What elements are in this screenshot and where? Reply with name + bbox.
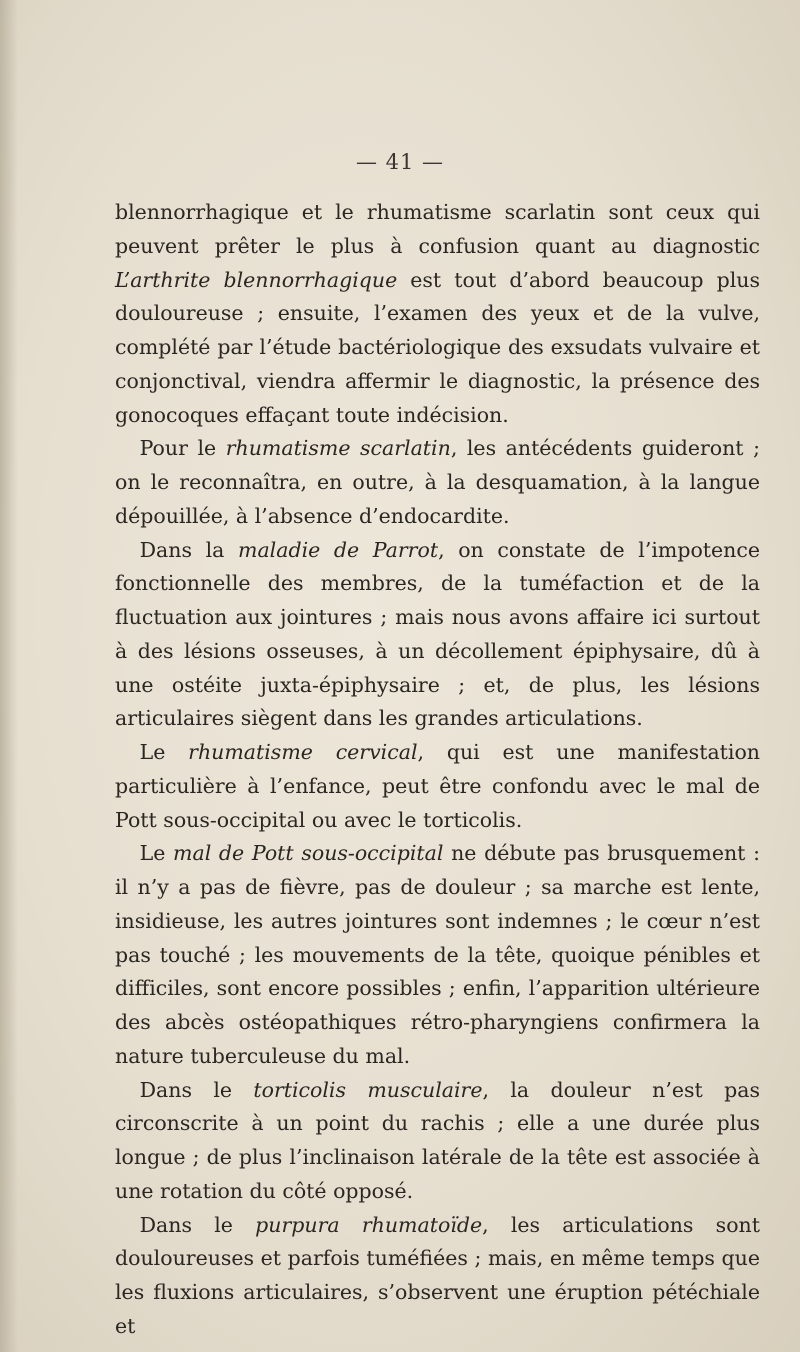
- text-run: , qui est une manifestation particulière à l’enfance, peut être confondu avec le mal de Pott sous-occipital ou avec le torticolis.: [115, 740, 761, 832]
- text-run: Le: [139, 740, 189, 764]
- body-text: [115, 196, 760, 1344]
- text-run: Dans le: [139, 1212, 256, 1237]
- text-run: , on constate de l’impotence fonctionnelle des membres, de la tuméfaction et de la fluctuation aux jointures ; mais nous avons affaire ici surtout à des lésions osseuses, à un décollement épiphysaire, dû à une ostéite juxta-épiphysaire ; et, de plus, les lésions articulaires siègent dans les grandes articulations.: [115, 537, 760, 731]
- paragraph: [115, 1074, 760, 1209]
- paragraph: [115, 432, 760, 533]
- paragraph: [115, 196, 760, 432]
- page-number: — 41 —: [355, 150, 445, 174]
- paragraph: [115, 837, 760, 1073]
- text-run: , les articulations sont douloureuses et parfois tuméfiées ; mais, en même temps que les fluxions articulaires, s’observent une éruption pétéchiale et: [115, 1212, 760, 1338]
- text-run: , la douleur n’est pas circonscrite à un point du rachis ; elle a une durée plus longue ; de plus l’inclinaison latérale de la tête est associée à une rotation du côté opposé.: [115, 1077, 760, 1203]
- text-run: Dans la: [139, 537, 239, 562]
- text-run: est tout d’abord beaucoup plus douloureuse ; ensuite, l’examen des yeux et de la vulve, complété par l’étude bactériologique des exsudats vulvaire et conjonctival, viendra affermir le diagnostic, la présence des gonocoques effaçant toute indécision.: [115, 267, 760, 427]
- italic-term: L’arthrite blennorrhagique: [115, 267, 398, 292]
- text-run: Pour le: [139, 436, 226, 461]
- paragraph: [115, 534, 760, 737]
- italic-term: mal de Pott sous-occipital: [173, 841, 444, 866]
- text-run: Dans le: [139, 1077, 254, 1102]
- text-run: ne débute pas brusquement : il n’y a pas de fièvre, pas de douleur ; sa marche est lente, insidieuse, les autres jointures sont indemnes ; le cœur n’est pas touché ; les mouvements de la tête, quoique pénibles et difficiles, sont encore possibles ; enfin, l’apparition ultérieure des abcès ostéopathiques rétro-pharyngiens confirmera la nature tuberculeuse du mal.: [115, 841, 760, 1068]
- text-run: blennorrhagique et le rhumatisme scarlatin sont ceux qui peuvent prêter le plus à confusion quant au diagnostic: [115, 200, 760, 258]
- italic-term: maladie de Parrot: [238, 537, 439, 562]
- italic-term: purpura rhumatoïde: [255, 1212, 483, 1237]
- paragraph: [115, 1209, 760, 1344]
- page-edge-shadow: [0, 0, 18, 1352]
- italic-term: rhumatisme scarlatin: [225, 436, 451, 461]
- text-run: Le: [139, 841, 174, 866]
- paragraph: [115, 736, 760, 837]
- italic-term: torticolis musculaire: [253, 1077, 483, 1102]
- italic-term: rhumatisme cervical: [188, 740, 418, 764]
- text-run: , les antécédents guideront ; on le reconnaîtra, en outre, à la desquamation, à la langue dépouillée, à l’absence d’endocardite.: [115, 436, 760, 528]
